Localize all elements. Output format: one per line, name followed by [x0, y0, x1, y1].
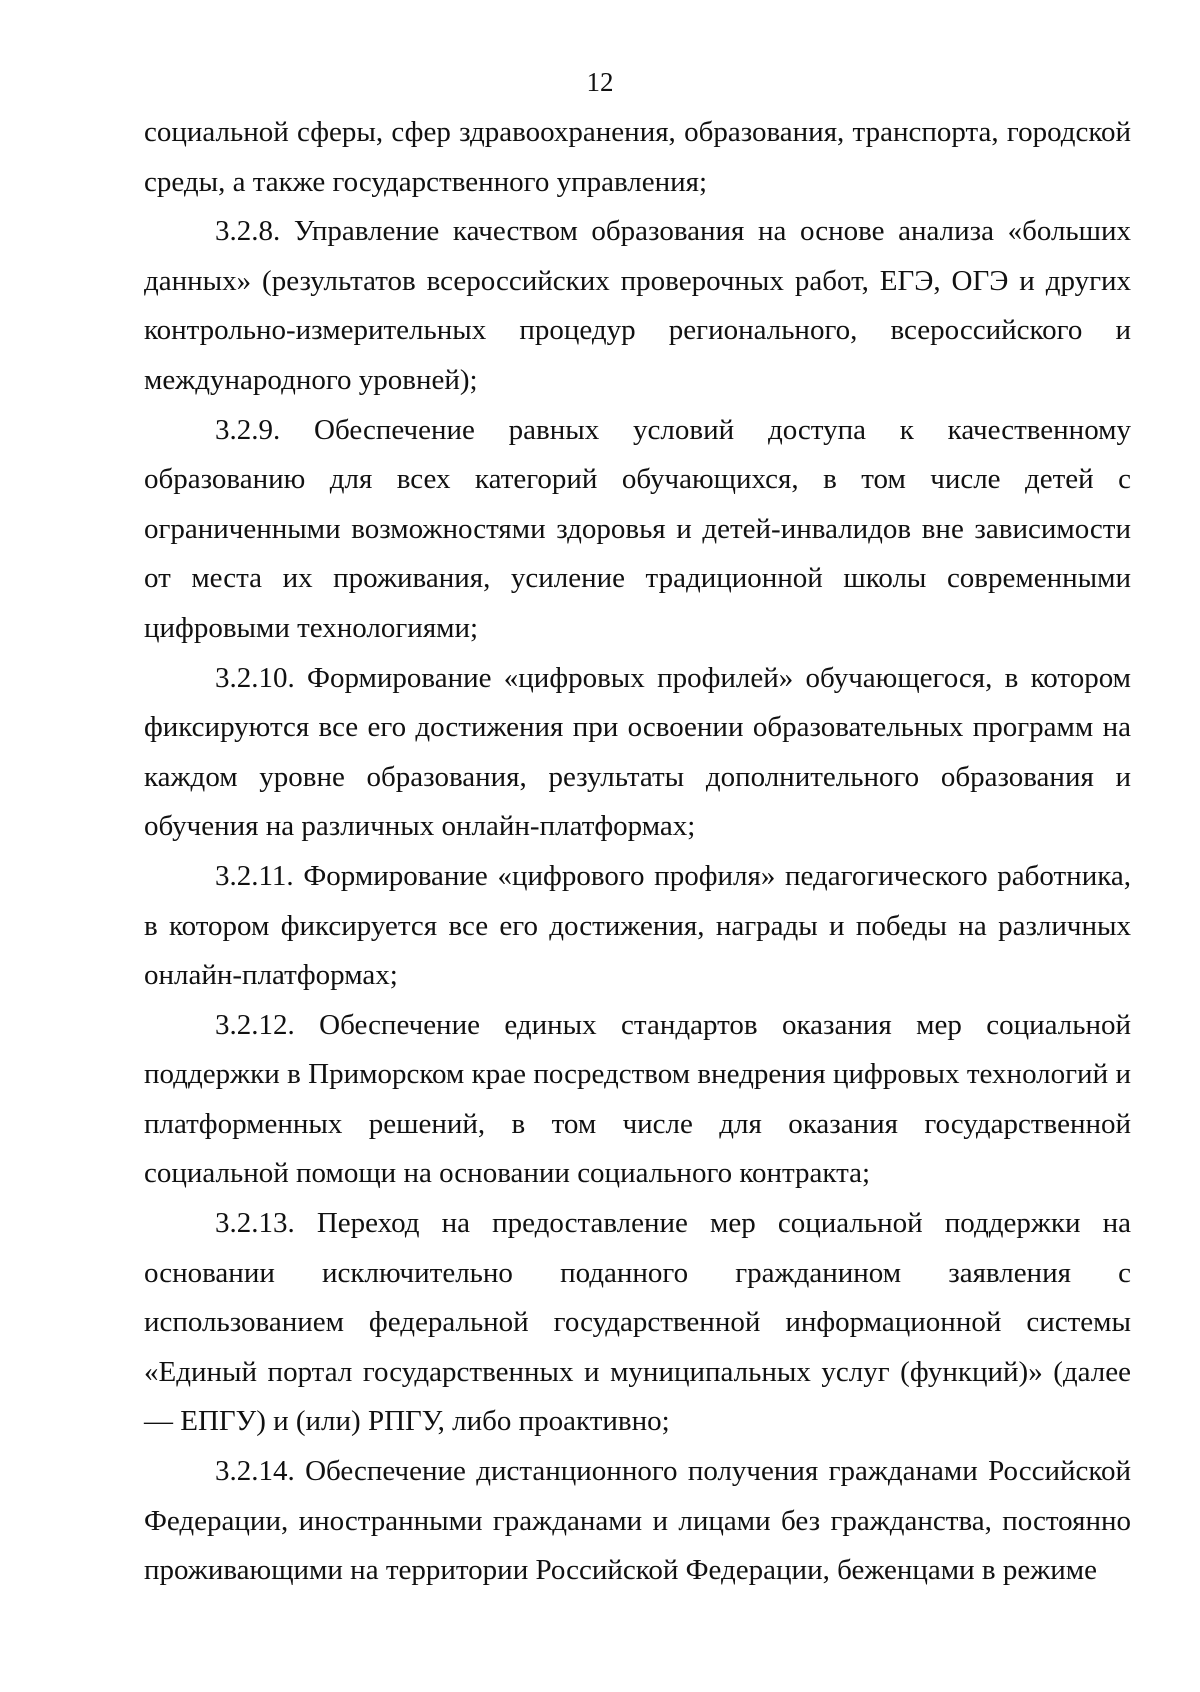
paragraph-3-2-8: 3.2.8. Управление качеством образования на основе анализа «больших данных» (результатов всероссийских проверочных работ, ЕГЭ, ОГЭ и других контрольно-измерительных процедур регионального, всероссийского и международного уровней);: [144, 215, 1131, 396]
document-body: [144, 108, 1131, 1596]
paragraph-3-2-14: 3.2.14. Обеспечение дистанционного получения гражданами Российской Федерации, иностранными гражданами и лицами без гражданства, постоянно проживающими на территории Российской Федерации, беженцами в режиме: [144, 1455, 1131, 1587]
page-number: 12: [586, 67, 614, 97]
paragraph-3-2-11: 3.2.11. Формирование «цифрового профиля» педагогического работника, в котором фиксируется все его достижения, награды и победы на различных онлайн-платформах;: [144, 859, 1131, 992]
paragraph-3-2-13: 3.2.13. Переход на предоставление мер социальной поддержки на основании исключительно поданного гражданином заявления с использованием федеральной государственной информационной системы «Единый портал государственных и муниципальных услуг (функций)» (далее — ЕПГУ) и (или) РПГУ, либо проактивно;: [144, 1207, 1131, 1438]
paragraph-3-2-12: 3.2.12. Обеспечение единых стандартов оказания мер социальной поддержки в Приморском крае посредством внедрения цифровых технологий и платформенных решений, в том числе для оказания государственной социальной помощи на основании социального контракта;: [144, 1008, 1131, 1190]
paragraph-3-2-10: 3.2.10. Формирование «цифровых профилей» обучающегося, в котором фиксируются все его достижения при освоении образовательных программ на каждом уровне образования, результаты дополнительного образования и обучения на различных онлайн-платформах;: [144, 661, 1131, 843]
paragraph-3-2-9: 3.2.9. Обеспечение равных условий доступа к качественному образованию для всех категорий обучающихся, в том числе детей с ограниченными возможностями здоровья и детей-инвалидов вне зависимости от места их проживания, усиление традиционной школы современными цифровыми технологиями;: [144, 413, 1131, 644]
paragraph-continuation: социальной сферы, сфер здравоохранения, образования, транспорта, городской среды, а также государственного управления;: [144, 116, 1131, 198]
